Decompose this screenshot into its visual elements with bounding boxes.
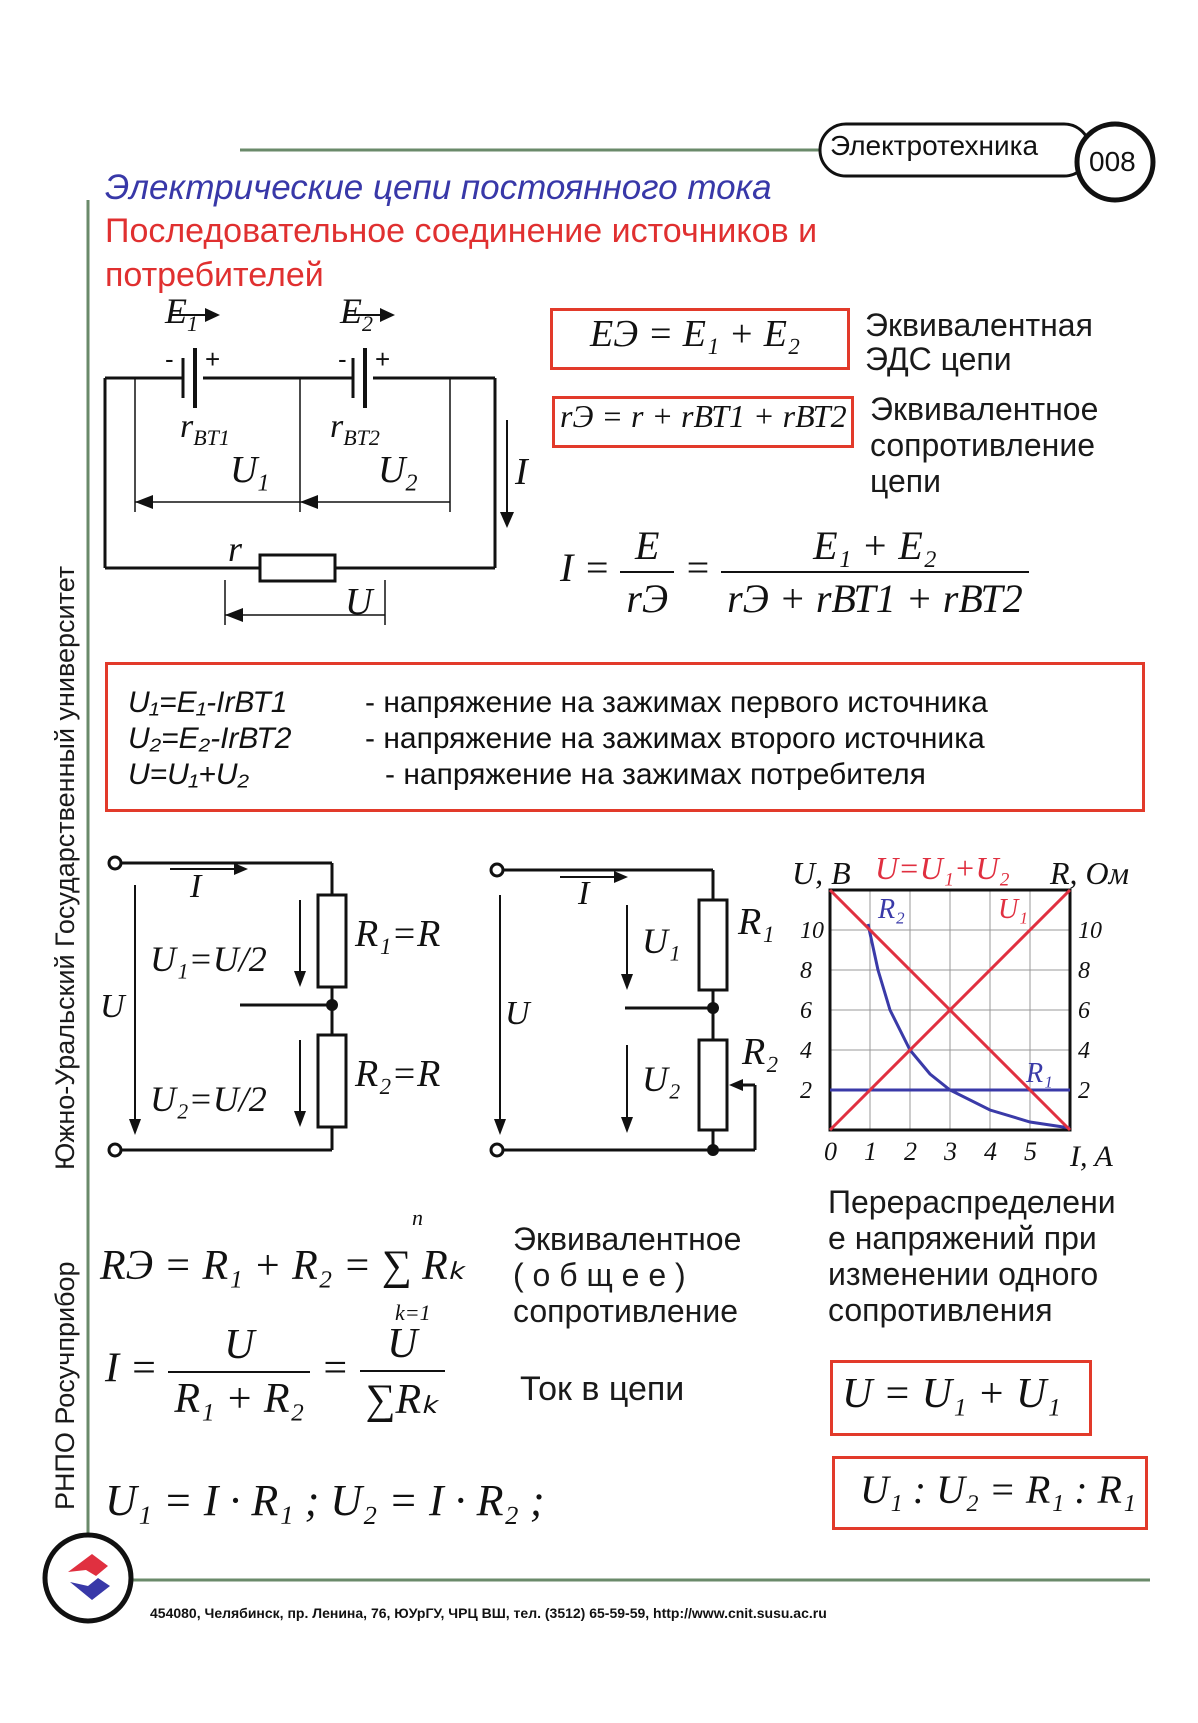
bottom-current-den: R₁ + R₂: [168, 1371, 310, 1423]
voltage-line3-formula: U=U₁+U₂: [128, 758, 249, 791]
redist-label-4: сопротивления: [828, 1292, 1053, 1328]
left-circuit-r1: R₁=R: [355, 913, 441, 955]
chart-ylabel-right: R, Ом: [1050, 855, 1130, 891]
voltage-line1-text: - напряжение на зажимах первого источника: [365, 686, 988, 719]
circuit-current: I: [515, 451, 528, 493]
req-formula: RЭ = R₁ + R₂ = ∑ Rₖ: [100, 1243, 466, 1289]
publisher-logo: [40, 1530, 140, 1630]
chart-ytick-label-right: 2: [1078, 1078, 1090, 1104]
circuit-e1: $E_1$: [165, 291, 198, 337]
left-circuit-u: U: [100, 988, 125, 1025]
res-formula: rЭ = r + rВТ1 + rВТ2: [560, 398, 847, 434]
page-subtitle-2: потребителей: [105, 256, 324, 294]
current-den2: rЭ + rВТ1 + rВТ2: [721, 571, 1029, 622]
mid-circuit-r1: R₁: [738, 901, 775, 943]
req-label-1: Эквивалентное: [513, 1221, 742, 1257]
chart-ytick-label-right: 8: [1078, 958, 1090, 984]
current-num1: E: [634, 523, 660, 568]
bottom-current-num2: U: [387, 1321, 418, 1367]
current-lhs: I =: [560, 545, 611, 591]
circuit-u: U: [345, 581, 373, 623]
subject-tab: Электротехника: [830, 130, 1039, 161]
current-den1: rЭ: [620, 571, 674, 622]
chart-title: U=U₁+U₂: [875, 850, 1010, 886]
circuit-r: r: [228, 529, 243, 569]
chart-xtick-label: 4: [984, 1137, 997, 1166]
circuit-rbt1: $r_{BT1}$: [180, 408, 230, 450]
req-sum-bottom: k=1: [395, 1300, 431, 1325]
battery2-minus: -: [338, 344, 347, 374]
circuit-e2: $E_2$: [340, 291, 373, 337]
top-circuit-diagram: [95, 290, 515, 630]
res-label-2: сопротивление: [870, 427, 1095, 463]
res-label-1: Эквивалентное: [870, 391, 1099, 427]
ratio-formula: U₁ : U₂ = R₁ : R₁: [860, 1467, 1136, 1512]
chart-xtick-label: 2: [904, 1137, 917, 1166]
current-num2: E₁ + E₂: [813, 523, 937, 568]
page-subtitle-1: Последовательное соединение источников и: [105, 212, 818, 250]
req-label-2: ( о б щ е е ): [513, 1257, 686, 1293]
current-formula-bottom: [105, 1320, 445, 1424]
chart-series-label: R₂: [878, 894, 905, 925]
current-eq: =: [684, 545, 712, 591]
chart-xtick-label: 5: [1024, 1137, 1037, 1166]
chart-ytick-label-left: 2: [800, 1078, 812, 1104]
chart-series-label: R₁: [1026, 1058, 1053, 1089]
left-circuit-r2: R₂=R: [355, 1053, 441, 1095]
res-label-3: цепи: [870, 463, 941, 499]
battery1-plus: +: [205, 344, 221, 374]
voltage-line1-formula: U₁=E₁-IrВТ1: [128, 686, 288, 719]
chart-ytick-label-right: 4: [1078, 1038, 1090, 1064]
bottom-current-den2: ∑Rₖ: [360, 1370, 445, 1424]
chart-xtick-label: 1: [864, 1137, 877, 1166]
mid-circuit-u2: U₂: [642, 1059, 681, 1099]
chart-xlabel: I, A: [1070, 1140, 1113, 1173]
chart-xtick-label: 3: [944, 1137, 957, 1166]
req-label-3: сопротивление: [513, 1293, 738, 1329]
voltage-line3-text: - напряжение на зажимах потребителя: [385, 758, 926, 791]
chart-ylabel-left: U, B: [792, 855, 851, 891]
bottom-current-lhs: I =: [105, 1345, 158, 1392]
chart-ytick-label-left: 6: [800, 998, 812, 1024]
chart-ytick-label-left: 8: [800, 958, 812, 984]
emf-label-2: ЭДС цепи: [865, 341, 1012, 377]
chart-series-line: [868, 924, 1070, 1128]
current-formula-top: [560, 522, 1029, 622]
side-university: Южно-Уральский Государственный университет: [50, 565, 80, 1170]
voltage-line2-text: - напряжение на зажимах второго источника: [365, 722, 985, 755]
page-title: Электрические цепи постоянного тока: [105, 168, 772, 207]
sum-voltage-formula: U = U₁ + U₁: [842, 1371, 1061, 1417]
mid-circuit-r2: R₂: [742, 1031, 779, 1073]
mid-circuit-u: U: [505, 995, 530, 1032]
left-circuit-current: I: [190, 868, 202, 905]
circuit-rbt2: $r_{BT2}$: [330, 408, 380, 450]
req-sum-top: n: [412, 1205, 423, 1230]
circuit-u2: $U_2$: [378, 449, 418, 497]
page-number: 008: [1089, 146, 1136, 177]
voltage-line2-formula: U₂=E₂-IrВТ2: [128, 722, 292, 755]
chart-ytick-label-left: 4: [800, 1038, 812, 1064]
redist-label-3: изменении одного: [828, 1256, 1099, 1292]
emf-formula: EЭ = E₁ + E₂: [590, 313, 801, 355]
ohm-formula: U₁ = I · R₁ ; U₂ = I · R₂ ;: [105, 1476, 545, 1525]
chart-xtick-label: 0: [824, 1137, 837, 1166]
side-publisher: РНПО Росучприбор: [50, 1261, 80, 1510]
mid-circuit-u1: U₁: [642, 921, 681, 961]
chart-ytick-label-right: 10: [1078, 918, 1102, 944]
bottom-current-eq: =: [320, 1345, 350, 1392]
bottom-current-num: U: [224, 1322, 255, 1368]
redist-label-1: Перераспределени: [828, 1184, 1116, 1220]
chart-ytick-label-left: 10: [800, 918, 824, 944]
emf-label-1: Эквивалентная: [865, 307, 1093, 343]
chart-series-label: U₁: [998, 894, 1028, 925]
chart-ytick-label-right: 6: [1078, 998, 1090, 1024]
battery2-plus: +: [375, 344, 391, 374]
voltage-redistribution-chart: [790, 880, 1110, 1170]
left-circuit-u2: U₂=U/2: [150, 1079, 267, 1119]
current-label: Ток в цепи: [520, 1370, 685, 1408]
battery1-minus: -: [165, 344, 174, 374]
left-circuit-u1: U₁=U/2: [150, 939, 267, 979]
circuit-u1: $U_1$: [230, 449, 270, 497]
footer-address: 454080, Челябинск, пр. Ленина, 76, ЮУрГУ, ЧРЦ ВШ, тел. (3512) 65-59-59, http://www.cnit.susu.ac.ru: [150, 1605, 827, 1621]
mid-circuit-current: I: [578, 875, 590, 912]
redist-label-2: е напряжений при: [828, 1220, 1097, 1256]
